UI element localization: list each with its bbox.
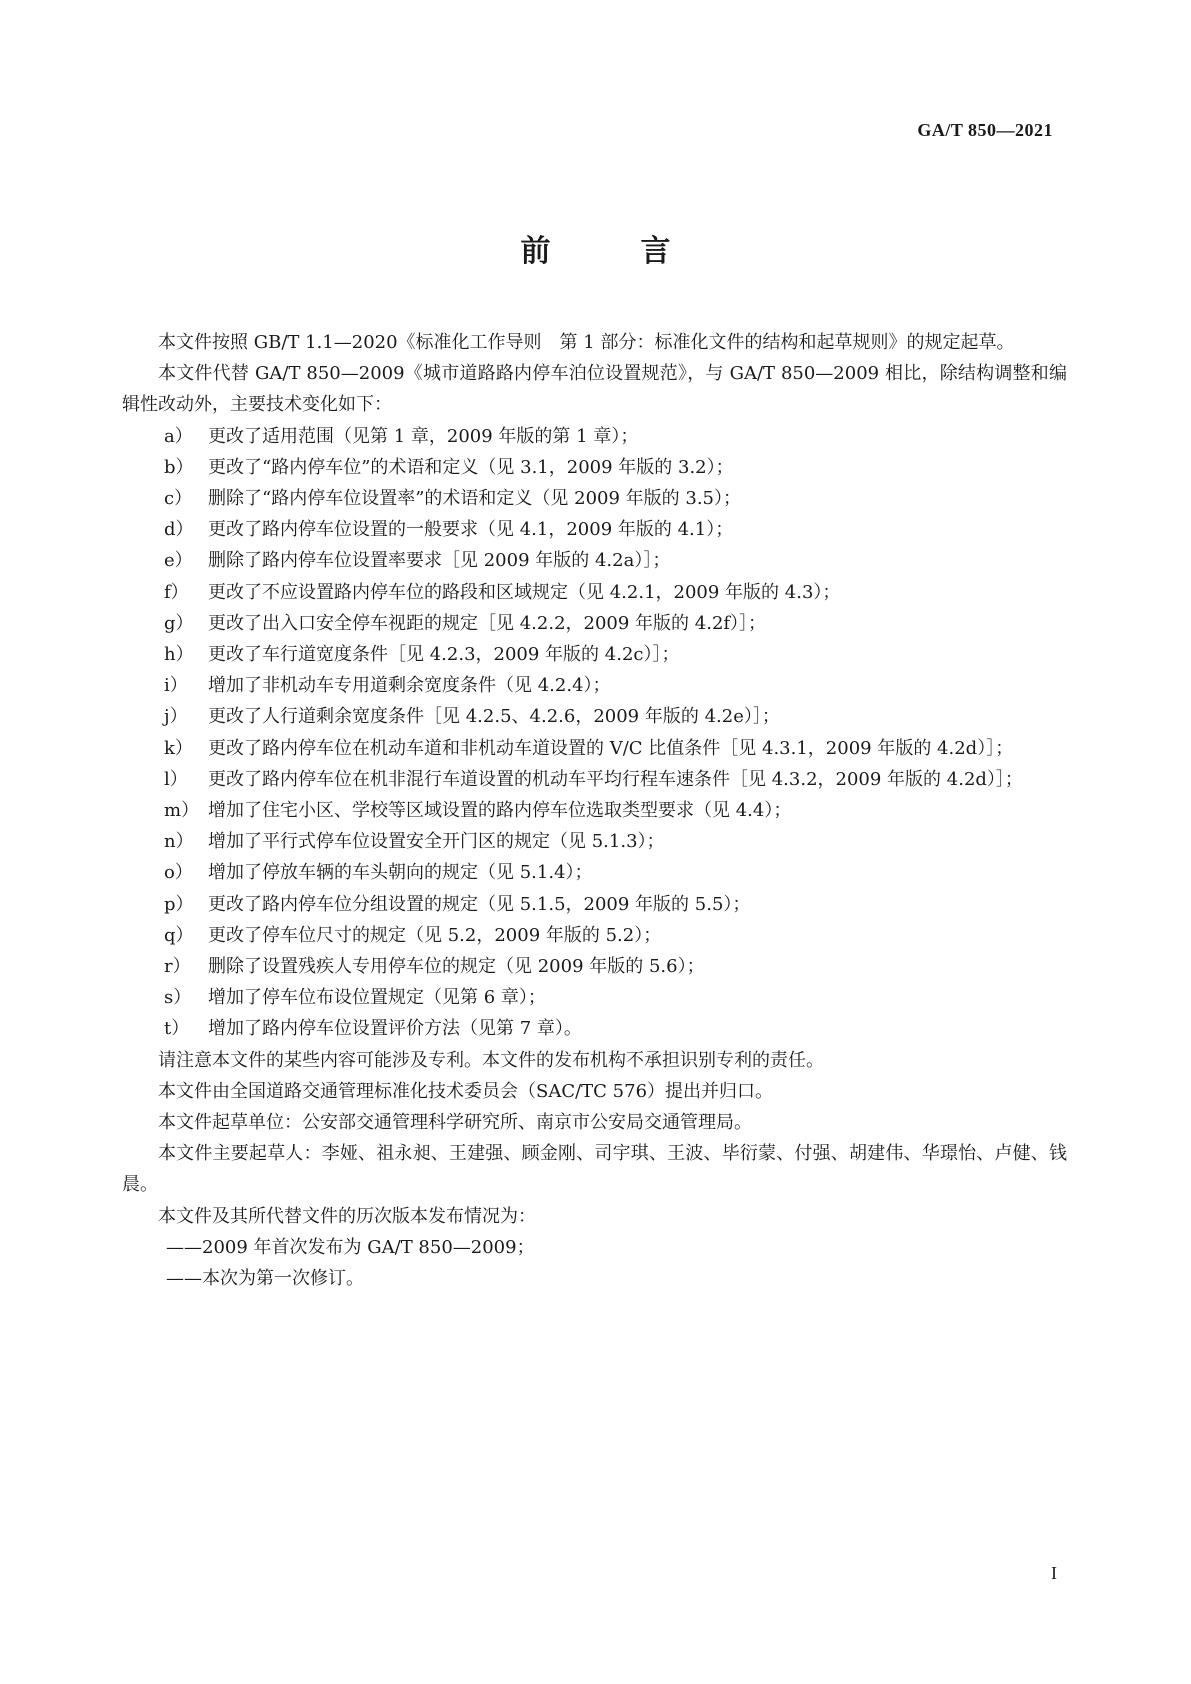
list-item [122, 608, 1067, 639]
history-item: ——2009 年首次发布为 GA/T 850—2009； [166, 1236, 535, 1258]
page-title: 前 言 [520, 234, 701, 269]
changes-list [122, 421, 1067, 1045]
list-marker: l） [164, 768, 188, 790]
list-item [122, 1013, 1067, 1044]
drafting-units: 本文件起草单位：公安部交通管理科学研究所、南京市公安局交通管理局。 [158, 1112, 752, 1134]
list-item-text: 增加了非机动车专用道剩余宽度条件（见 4.2.4）； [208, 675, 611, 697]
list-item-text: 更改了路内停车位分组设置的规定（见 5.1.5，2009 年版的 5.5）； [208, 893, 751, 915]
list-item-text: 更改了“路内停车位”的术语和定义（见 3.1，2009 年版的 3.2）； [208, 456, 734, 478]
list-item-text: 增加了路内停车位设置评价方法（见第 7 章）。 [208, 1018, 582, 1040]
document-body [122, 327, 1067, 1294]
document-number: GA/T 850—2021 [917, 120, 1053, 140]
history-intro: 本文件及其所代替文件的历次版本发布情况为： [158, 1205, 536, 1227]
list-item-text: 更改了不应设置路内停车位的路段和区域规定（见 4.2.1，2009 年版的 4.3）； [208, 581, 841, 603]
list-item-text: 更改了停车位尺寸的规定（见 5.2，2009 年版的 5.2）； [208, 924, 662, 946]
list-marker: f） [164, 581, 189, 603]
list-marker: i） [164, 675, 188, 697]
list-item [122, 421, 1067, 452]
list-item-text: 增加了停放车辆的车头朝向的规定（见 5.1.4）； [208, 862, 593, 884]
list-item-text: 删除了“路内停车位设置率”的术语和定义（见 2009 年版的 3.5）； [208, 488, 742, 510]
list-marker: n） [164, 831, 194, 853]
list-marker: t） [164, 1018, 190, 1040]
intro-paragraph: 本文件按照 GB/T 1.1—2020《标准化工作导则 第 1 部分：标准化文件的结构和起草规则》的规定起草。 [158, 332, 1015, 353]
list-item [122, 826, 1067, 857]
list-item [122, 982, 1067, 1013]
list-item [122, 514, 1067, 545]
list-item-text: 更改了路内停车位在机动车道和非机动车道设置的 V/C 比值条件［见 4.3.1，2009 年版的 4.2d）］； [208, 737, 1014, 759]
list-item [122, 951, 1067, 982]
list-item-text: 更改了路内停车位设置的一般要求（见 4.1，2009 年版的 4.1）； [208, 519, 734, 541]
list-marker: b） [164, 456, 194, 478]
history-item: ——本次为第一次修订。 [166, 1268, 364, 1290]
list-item [122, 483, 1067, 514]
drafters-list: 本文件主要起草人：李娅、祖永昶、王建强、顾金刚、司宇琪、王波、毕衍蒙、付强、胡建伟、华璟怡、卢健、钱晨。 [122, 1143, 1067, 1196]
list-item [122, 764, 1067, 795]
list-item [122, 857, 1067, 888]
list-item-text: 增加了停车位布设位置规定（见第 6 章）； [208, 987, 546, 1009]
list-marker: d） [164, 519, 194, 541]
list-marker: k） [164, 737, 193, 759]
list-item [122, 889, 1067, 920]
list-item-text: 删除了路内停车位设置率要求［见 2009 年版的 4.2a）］； [208, 550, 671, 572]
list-marker: e） [164, 550, 193, 572]
list-marker: g） [164, 612, 194, 634]
list-marker: p） [164, 893, 194, 915]
list-item [122, 670, 1067, 701]
list-marker: r） [164, 956, 191, 978]
page-number: I [1051, 1563, 1057, 1583]
list-marker: s） [164, 987, 192, 1009]
list-item [122, 733, 1067, 764]
list-marker: m） [164, 800, 200, 822]
list-item [122, 545, 1067, 576]
list-marker: o） [164, 862, 193, 884]
list-marker: h） [164, 644, 194, 666]
proposer-statement: 本文件由全国道路交通管理标准化技术委员会（SAC/TC 576）提出并归口。 [158, 1080, 774, 1102]
list-item [122, 701, 1067, 732]
list-item [122, 795, 1067, 826]
list-marker: q） [164, 924, 194, 946]
list-item [122, 452, 1067, 483]
list-marker: c） [164, 488, 193, 510]
list-item [122, 577, 1067, 608]
list-item-text: 更改了车行道宽度条件［见 4.2.3，2009 年版的 4.2c）］； [208, 644, 680, 666]
list-item [122, 920, 1067, 951]
list-item-text: 更改了适用范围（见第 1 章，2009 年版的第 1 章）； [208, 425, 639, 447]
list-item-text: 增加了平行式停车位设置安全开门区的规定（见 5.1.3）； [208, 831, 665, 853]
replacement-paragraph: 本文件代替 GA/T 850—2009《城市道路路内停车泊位设置规范》，与 GA/T 850—2009 相比，除结构调整和编辑性改动外，主要技术变化如下： [122, 363, 1067, 416]
patent-notice: 请注意本文件的某些内容可能涉及专利。本文件的发布机构不承担识别专利的责任。 [158, 1049, 824, 1071]
list-marker: j） [164, 706, 188, 728]
list-item [122, 639, 1067, 670]
list-item-text: 增加了住宅小区、学校等区域设置的路内停车位选取类型要求（见 4.4）； [208, 800, 792, 822]
list-item-text: 更改了路内停车位在机非混行车道设置的机动车平均行程车速条件［见 4.3.2，2009 年版的 4.2d）］； [208, 768, 1023, 790]
list-item-text: 更改了出入口安全停车视距的规定［见 4.2.2，2009 年版的 4.2f）］； [208, 612, 767, 634]
list-item-text: 更改了人行道剩余宽度条件［见 4.2.5、4.2.6，2009 年版的 4.2e）］； [208, 706, 780, 728]
list-marker: a） [164, 425, 193, 447]
list-item-text: 删除了设置残疾人专用停车位的规定（见 2009 年版的 5.6）； [208, 956, 705, 978]
